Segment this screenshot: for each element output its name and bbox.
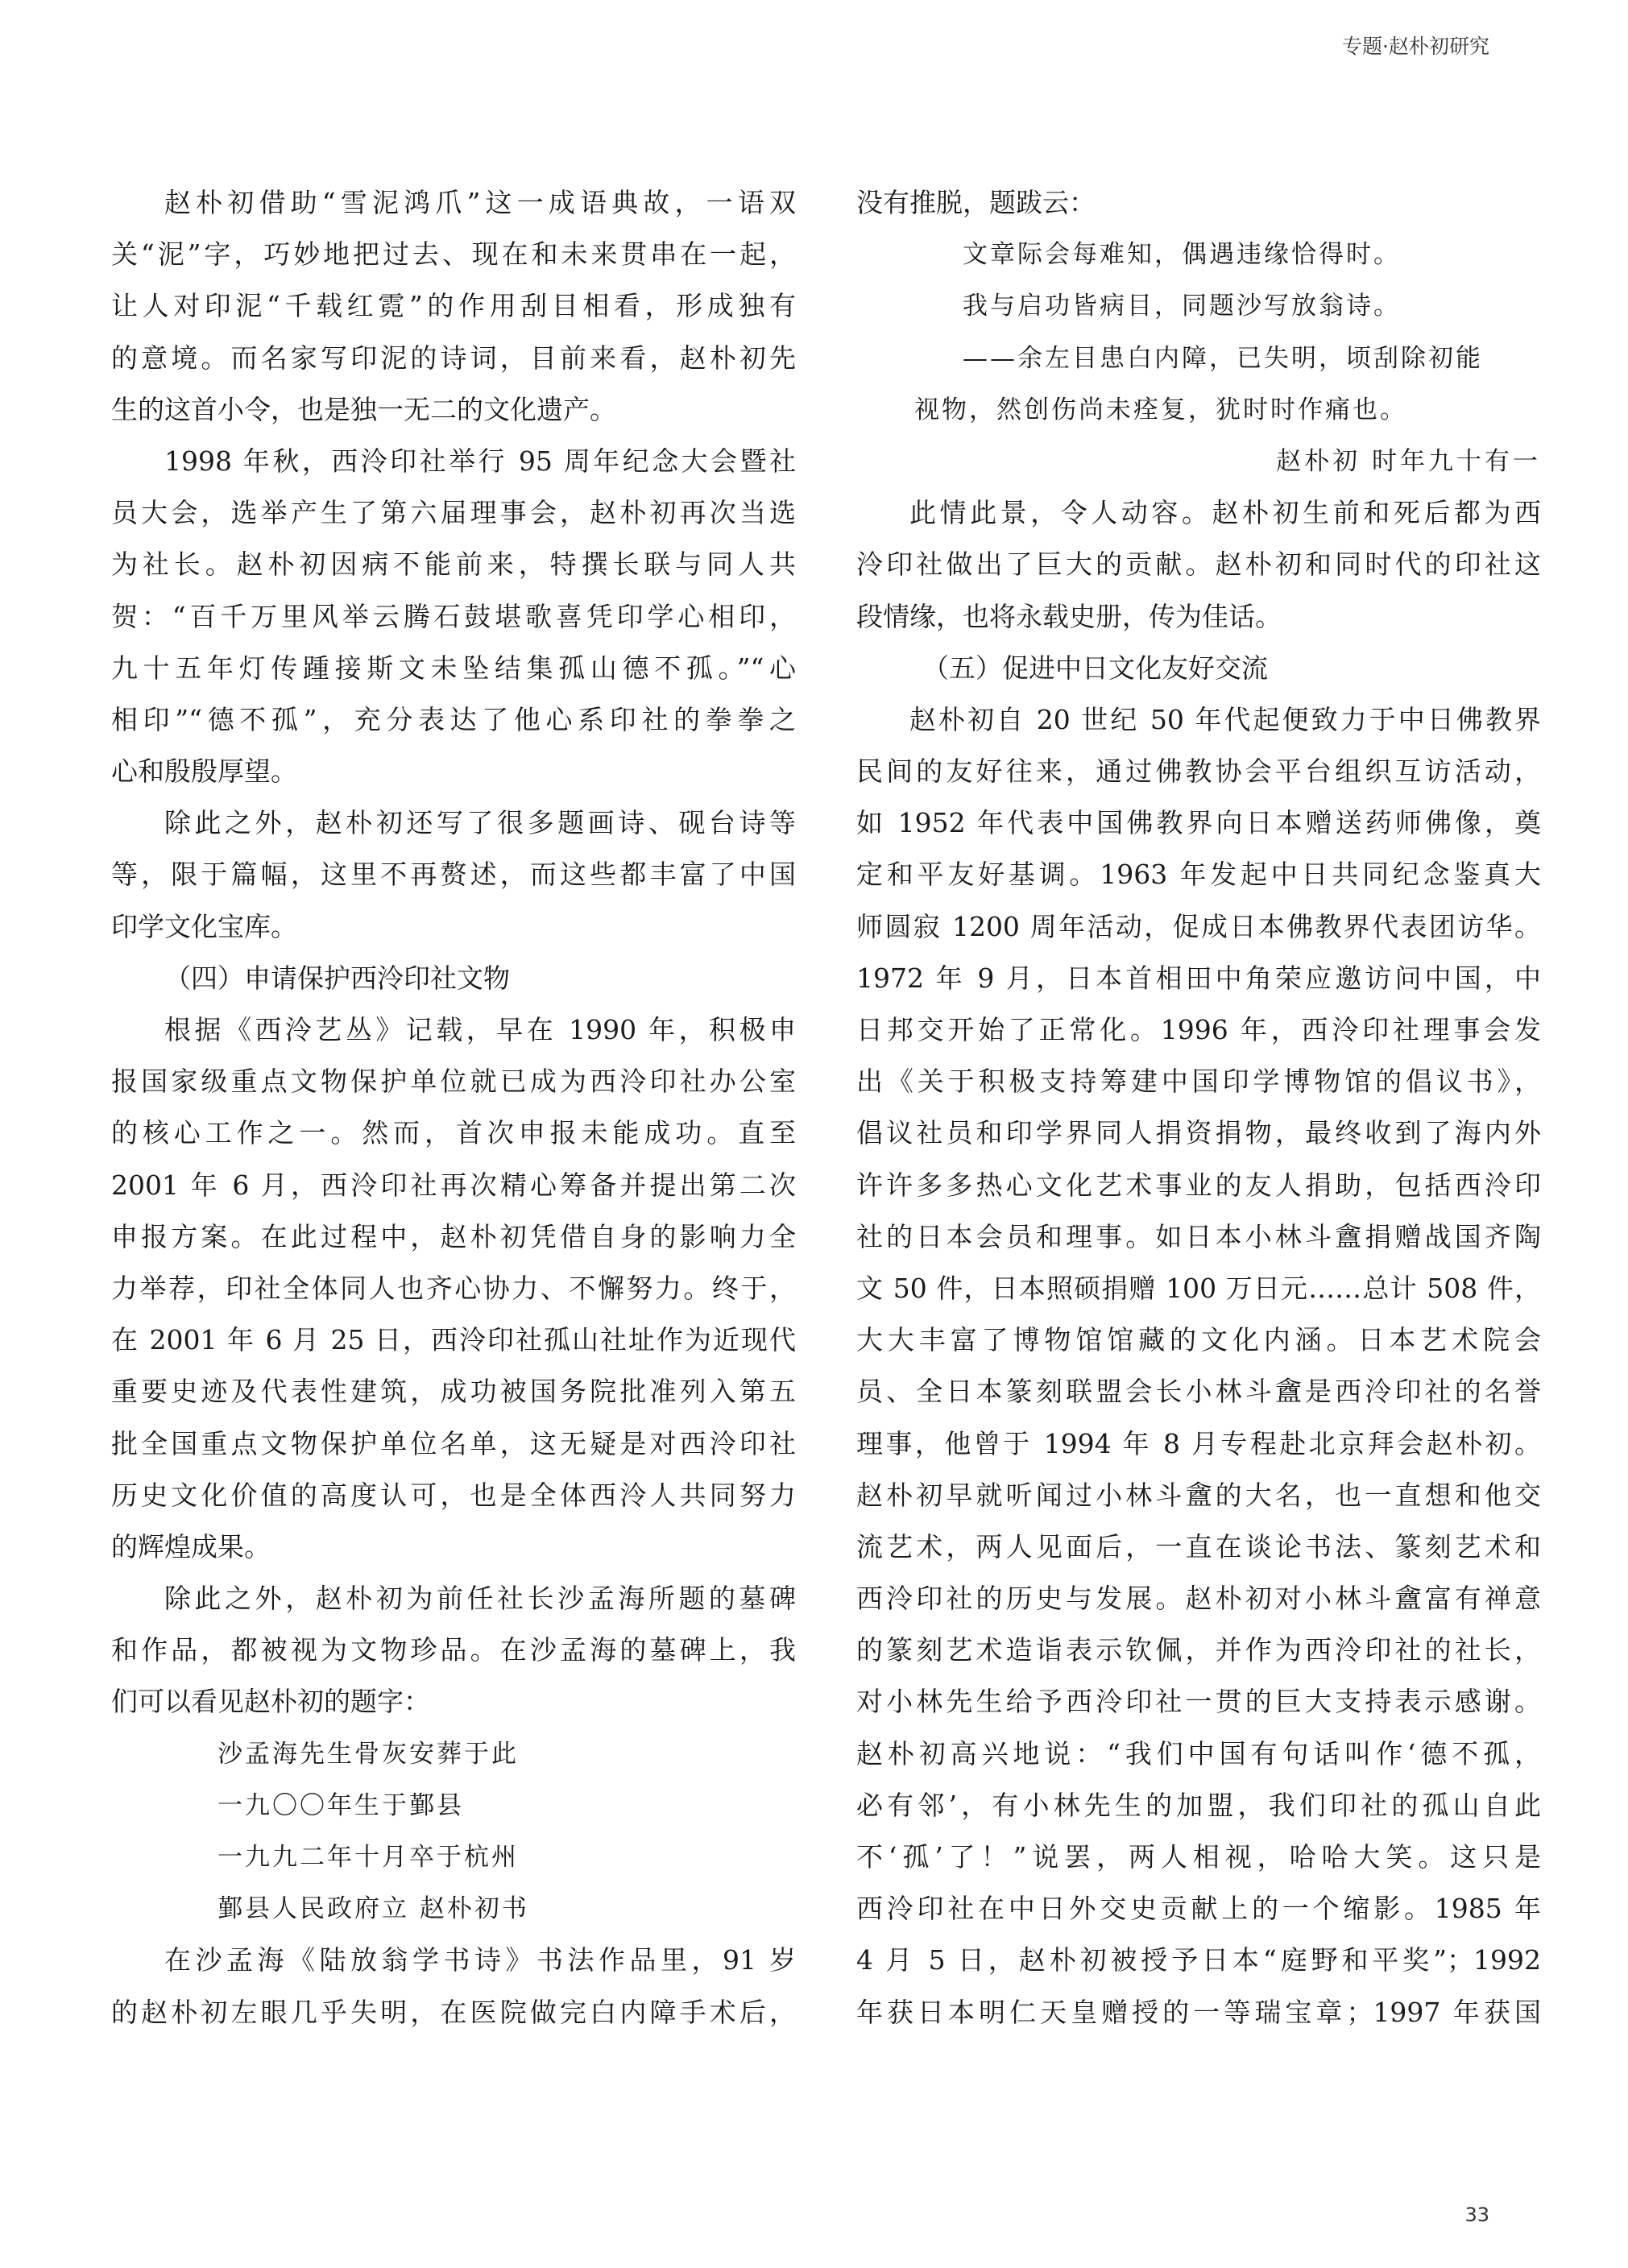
text-line: 和作品，都被视为文物珍品。在沙孟海的墓碑上，我 — [111, 1634, 796, 1666]
text-line: 西泠印社在中日外交史贡献上的一个缩影。1985 年 — [856, 1893, 1541, 1925]
inscription-line: 文章际会每难知，偶遇违缘恰得时。 — [963, 240, 1401, 270]
text-line: 的意境。而名家写印泥的诗词，目前来看，赵朴初先 — [111, 341, 796, 374]
text-line: 等，限于篇幅，这里不再赘述，而这些都丰富了中国 — [111, 859, 796, 891]
text-line: 除此之外，赵朴初还写了很多题画诗、砚台诗等 — [164, 807, 796, 839]
text-line: （五）促进中日文化友好交流 — [922, 652, 1268, 684]
text-line: 出《关于积极支持筹建中国印学博物馆的倡议书》， — [856, 1066, 1541, 1098]
text-line: 历史文化价值的高度认可，也是全体西泠人共同努力 — [111, 1479, 796, 1511]
text-line: 没有推脱，题跋云： — [856, 187, 1096, 218]
text-line: 大大丰富了博物馆馆藏的文化内涵。日本艺术院会 — [856, 1324, 1541, 1356]
text-line: 除此之外，赵朴初为前任社长沙孟海所题的墓碑 — [164, 1583, 796, 1615]
text-line: 日邦交开始了正常化。1996 年，西泠印社理事会发 — [856, 1014, 1541, 1045]
text-line: 赵朴初自 20 世纪 50 年代起便致力于中日佛教界 — [909, 703, 1541, 735]
text-line: 此情此景，令人动容。赵朴初生前和死后都为西 — [909, 497, 1541, 529]
text-line: 重要史迹及代表性建筑，成功被国务院批准列入第五 — [111, 1376, 796, 1408]
text-line: 九十五年灯传踵接斯文未坠结集孤山德不孤。”“心 — [111, 652, 796, 684]
text-line: 如 1952 年代表中国佛教界向日本赠送药师佛像，奠 — [856, 807, 1541, 839]
right-column — [856, 177, 1541, 2038]
inscription-line: ——余左目患白内障，已失明，顷刮除初能 — [963, 343, 1483, 373]
inscription-line: 鄞县人民政府立 赵朴初书 — [217, 1894, 529, 1924]
inscription-line: 视物，然创伤尚未痊复，犹时时作痛也。 — [914, 395, 1407, 424]
text-line: 的辉煌成果。 — [111, 1530, 271, 1562]
text-line: 根据《西泠艺丛》记载，早在 1990 年，积极申 — [164, 1014, 796, 1045]
text-line: 员、全日本篆刻联盟会长小林斗盦是西泠印社的名誉 — [856, 1376, 1541, 1408]
text-line: 定和平友好基调。1963 年发起中日共同纪念鉴真大 — [856, 859, 1541, 891]
text-line: 赵朴初借助“雪泥鸿爪”这一成语典故，一语双 — [164, 187, 796, 218]
inscription-line: 沙孟海先生骨灰安葬于此 — [217, 1739, 519, 1769]
text-line: 社的日本会员和理事。如日本小林斗盦捐赠战国齐陶 — [856, 1220, 1541, 1252]
text-line: 为社长。赵朴初因病不能前来，特撰长联与同人共 — [111, 548, 796, 581]
text-line: （四）申请保护西泠印社文物 — [164, 962, 510, 994]
text-line: 泠印社做出了巨大的贡献。赵朴初和同时代的印社这 — [856, 548, 1541, 581]
text-line: 不‘孤’了！”说罢，两人相视，哈哈大笑。这只是 — [856, 1841, 1541, 1873]
text-line: 赵朴初早就听闻过小林斗盦的大名，也一直想和他交 — [856, 1479, 1541, 1511]
inscription-line: 一九〇〇年生于鄞县 — [217, 1790, 464, 1820]
text-line: 批全国重点文物保护单位名单，这无疑是对西泠印社 — [111, 1427, 796, 1459]
text-line: 理事，他曾于 1994 年 8 月专程赴北京拜会赵朴初。 — [856, 1427, 1541, 1459]
page-number: 33 — [1464, 2204, 1489, 2226]
inscription-line: 赵朴初 时年九十有一 — [1276, 446, 1541, 476]
text-line: 文 50 件，日本照硕捐赠 100 万日元……总计 508 件， — [856, 1272, 1541, 1304]
text-line: 1972 年 9 月，日本首相田中角荣应邀访问中国，中 — [856, 962, 1541, 994]
text-line: 年获日本明仁天皇赠授的一等瑞宝章；1997 年获国 — [856, 1996, 1541, 2028]
inscription-line: 一九九二年十月卒于杭州 — [217, 1843, 519, 1872]
text-line: 报国家级重点文物保护单位就已成为西泠印社办公室 — [111, 1066, 796, 1098]
text-line: 对小林先生给予西泠印社一贯的巨大支持表示感谢。 — [856, 1686, 1541, 1718]
text-line: 民间的友好往来，通过佛教协会平台组织互访活动， — [856, 755, 1541, 788]
text-line: 让人对印泥“千载红霓”的作用刮目相看，形成独有 — [111, 290, 796, 322]
text-line: 2001 年 6 月，西泠印社再次精心筹备并提出第二次 — [111, 1169, 796, 1201]
text-line: 力举荐，印社全体同人也齐心协力、不懈努力。终于， — [111, 1272, 796, 1304]
text-line: 1998 年秋，西泠印社举行 95 周年纪念大会暨社 — [164, 445, 796, 477]
text-line: 许许多多热心文化艺术事业的友人捐助，包括西泠印 — [856, 1169, 1541, 1201]
text-line: 流艺术，两人见面后，一直在谈论书法、篆刻艺术和 — [856, 1530, 1541, 1562]
text-line: 在沙孟海《陆放翁学书诗》书法作品里，91 岁 — [164, 1944, 796, 1976]
text-line: 员大会，选举产生了第六届理事会，赵朴初再次当选 — [111, 497, 796, 529]
running-header: 专题·赵朴初研究 — [1342, 35, 1489, 58]
text-line: 印学文化宝库。 — [111, 910, 297, 942]
text-line: 倡议社员和印学界同人捐资捐物，最终收到了海内外 — [856, 1117, 1541, 1149]
text-line: 贺：“百千万里风举云腾石鼓堪歌喜凭印学心相印， — [111, 600, 796, 632]
text-line: 必有邻’，有小林先生的加盟，我们印社的孤山自此 — [856, 1789, 1541, 1821]
text-line: 关“泥”字，巧妙地把过去、现在和未来贯串在一起， — [111, 238, 796, 271]
text-line: 赵朴初高兴地说：“我们中国有句话叫作‘德不孤， — [856, 1737, 1541, 1769]
text-line: 的核心工作之一。然而，首次申报未能成功。直至 — [111, 1117, 796, 1149]
text-line: 们可以看见赵朴初的题字： — [111, 1686, 430, 1718]
text-line: 生的这首小令，也是独一无二的文化遗产。 — [111, 393, 616, 425]
text-line: 相印”“德不孤”，充分表达了他心系印社的拳拳之 — [111, 703, 796, 735]
text-line: 心和殷殷厚望。 — [111, 755, 297, 788]
text-line: 段情缘，也将永载史册，传为佳话。 — [856, 600, 1282, 632]
text-line: 在 2001 年 6 月 25 日，西泠印社孤山社址作为近现代 — [111, 1324, 796, 1356]
text-line: 的篆刻艺术造诣表示钦佩，并作为西泠印社的社长， — [856, 1634, 1541, 1666]
text-line: 的赵朴初左眼几乎失明，在医院做完白内障手术后， — [111, 1996, 796, 2028]
text-line: 申报方案。在此过程中，赵朴初凭借自身的影响力全 — [111, 1220, 796, 1252]
inscription-line: 我与启功皆病目，同题沙写放翁诗。 — [963, 292, 1401, 321]
left-column — [111, 177, 796, 2038]
text-line: 西泠印社的历史与发展。赵朴初对小林斗盦富有禅意 — [856, 1583, 1541, 1615]
text-line: 4 月 5 日，赵朴初被授予日本“庭野和平奖”；1992 — [856, 1944, 1541, 1976]
text-line: 师圆寂 1200 周年活动，促成日本佛教界代表团访华。 — [856, 910, 1541, 942]
